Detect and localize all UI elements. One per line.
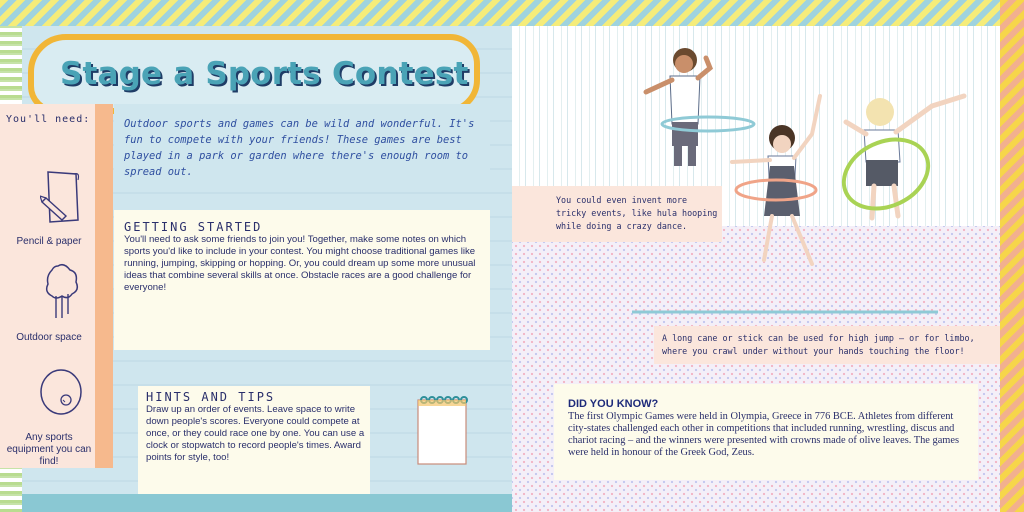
need-item-sports-equipment: Any sports equipment you can find! bbox=[6, 432, 92, 467]
child-three-figure bbox=[833, 96, 964, 222]
hula-hoop-caption: You could even invent more tricky events, like hula hooping while doing a crazy dance. bbox=[512, 186, 722, 242]
bottom-band bbox=[22, 494, 512, 512]
did-you-know-text: The first Olympic Games were held in Olympia, Greece in 776 BCE. Athletes from different city-states challenged each other in competitions that included running, wrestling, discus and chariot racing – and the winners were presented with crowns made of olive leaves. The games were held in honour of the Greek God, Zeus. bbox=[568, 411, 960, 458]
did-you-know-heading: DID YOU KNOW? bbox=[568, 398, 659, 410]
need-item-outdoor-space: Outdoor space bbox=[16, 332, 82, 343]
title-frame bbox=[28, 34, 480, 114]
cane-caption: A long cane or stick can be used for high jump – or for limbo, where you crawl under without your hands touching the floor! bbox=[654, 326, 1000, 364]
getting-started-box bbox=[114, 210, 490, 350]
top-stripe-border bbox=[0, 0, 1024, 26]
sidebar-tab bbox=[95, 104, 113, 468]
intro-text: Outdoor sports and games can be wild and wonderful. It's fun to compete with your friends! These games are best played in a park or garden where there's enough room to spread out. bbox=[114, 104, 490, 186]
right-stripe-border bbox=[1000, 0, 1024, 512]
hints-box bbox=[138, 386, 370, 498]
tree-icon bbox=[42, 262, 82, 322]
needs-label: You'll need: bbox=[6, 114, 91, 125]
hints-heading: HINTS AND TIPS bbox=[146, 390, 276, 404]
pencil-paper-icon bbox=[40, 168, 84, 228]
child-one-figure bbox=[646, 48, 754, 166]
hula-hoop-illustration bbox=[512, 26, 1000, 326]
hints-text: Draw up an order of events. Leave space to write down people's scores. Everyone could compete at once, or they could race one by one. You can use a clock or stopwatch to record people's times. Award points for style, too! bbox=[146, 404, 365, 463]
did-you-know-box bbox=[554, 384, 978, 480]
getting-started-heading: GETTING STARTED bbox=[124, 220, 263, 234]
getting-started-text: You'll need to ask some friends to join you! Together, make some notes on which sports you'd like to include in your contest. You might choose traditional games like running, jumping, skipping or hopping. Or, you could dream up some more unusual ideas that combine several skills at once. Obstacle races are a good challenge for everyone! bbox=[124, 234, 476, 293]
ball-icon bbox=[36, 366, 86, 422]
notepad-icon bbox=[414, 392, 470, 466]
need-item-pencil-paper: Pencil & paper bbox=[16, 236, 82, 247]
page-title: Stage a Sports Contest bbox=[60, 56, 469, 92]
